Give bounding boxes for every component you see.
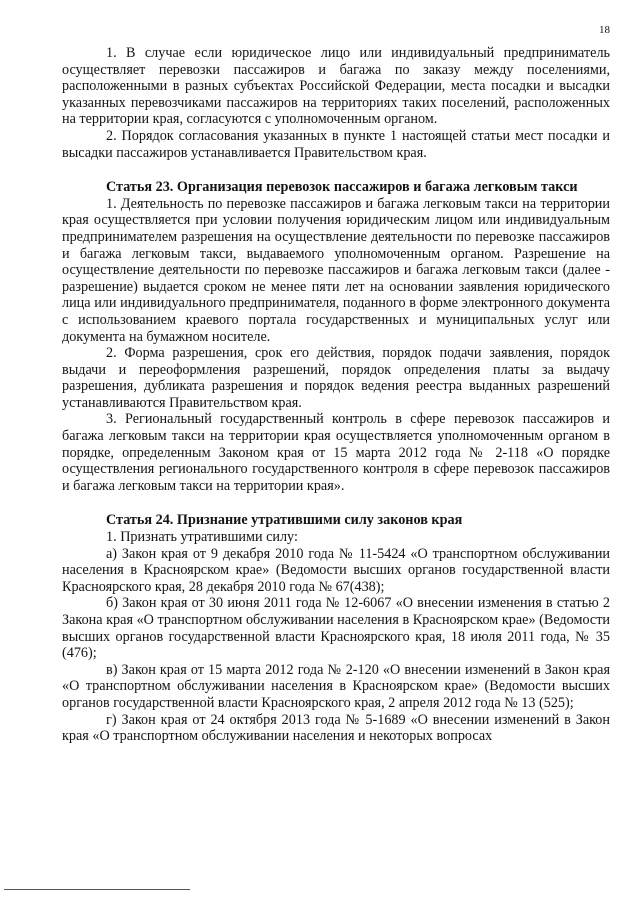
article22-paragraph-2: 2. Порядок согласования указанных в пункте 1 настоящей статьи мест посадки и высадки пассажиров устанавливается Правительством края. — [62, 127, 610, 161]
article23-title: Статья 23. Организация перевозок пассажиров и багажа легковым такси — [106, 179, 578, 196]
article24-item-v: в) Закон края от 15 марта 2012 года № 2-120 «О внесении изменений в Закон края «О транспортном обслуживании населения в Красноярском крае» (Ведомости высших органов государственной власти Красноярского края, 2 апреля 2012 года № 13 (525); — [62, 661, 610, 711]
article22-paragraph-1: 1. В случае если юридическое лицо или индивидуальный предприниматель осуществляет перевозки пассажиров и багажа по заказу между поселениями, расположенными в разных субъектах Российской Федерации, места посадки и высадки указанных перевозчиками пассажиров на территориях таких поселений, расположенных на территории края, согласуются с уполномоченным органом. — [62, 45, 610, 128]
article23-paragraph-2: 2. Форма разрешения, срок его действия, порядок подачи заявления, порядок выдачи и переоформления разрешений, порядок определения платы за выдачу разрешения, дубликата разрешения и порядок ведения реестра выданных разрешений устанавливаются Правительством края. — [62, 345, 610, 411]
article24-item-a: а) Закон края от 9 декабря 2010 года № 11-5424 «О транспортном обслуживании населения в Красноярском крае» (Ведомости высших органов государственной власти Красноярского края, 28 декабря 2010 года № 67(438); — [62, 545, 610, 595]
article24-item-g: г) Закон края от 24 октября 2013 года № 5-1689 «О внесении изменений в Закон края «О транспортном обслуживании населения и некоторых вопросах — [62, 711, 610, 745]
spacer — [62, 161, 610, 179]
footer-divider — [4, 889, 190, 890]
article23-paragraph-1: 1. Деятельность по перевозке пассажиров и багажа легковым такси на территории края осуществляется при условии получения юридическим лицом или индивидуальным предпринимателем разрешения на осуществление деятельности по перевозке пассажиров и багажа легковым такси, выдаваемого уполномоченным органом. Разрешение на осуществление деятельности по перевозке пассажиров и багажа легковым такси (далее - разрешение) выдается сроком не менее пяти лет на основании заявления юридического лица или индивидуального предпринимателя, поданного в форме электронного документа с использованием краевого портала государственных и муниципальных услуг или документа на бумажном носителе. — [62, 195, 610, 345]
spacer — [62, 494, 610, 512]
article24-item-b: б) Закон края от 30 июня 2011 года № 12-6067 «О внесении изменения в статью 2 Закона края «О транспортном обслуживании населения в Красноярском крае» (Ведомости высших органов государственной власти Красноярского края, 18 июля 2011 года, № 35 (476); — [62, 595, 610, 662]
document-body — [62, 45, 610, 745]
article24-paragraph-1: 1. Признать утратившими силу: — [106, 529, 298, 546]
article24-title: Статья 24. Признание утратившими силу законов края — [106, 512, 463, 529]
article23-paragraph-3: 3. Региональный государственный контроль в сфере перевозок пассажиров и багажа легковым такси на территории края осуществляется уполномоченным органом в порядке, определенным Законом края от 15 марта 2012 года № 2-118 «О порядке осуществления регионального государственного контроля в сфере перевозок пассажиров и багажа легковым такси на территории края». — [62, 411, 610, 494]
page-number: 18 — [599, 24, 610, 36]
